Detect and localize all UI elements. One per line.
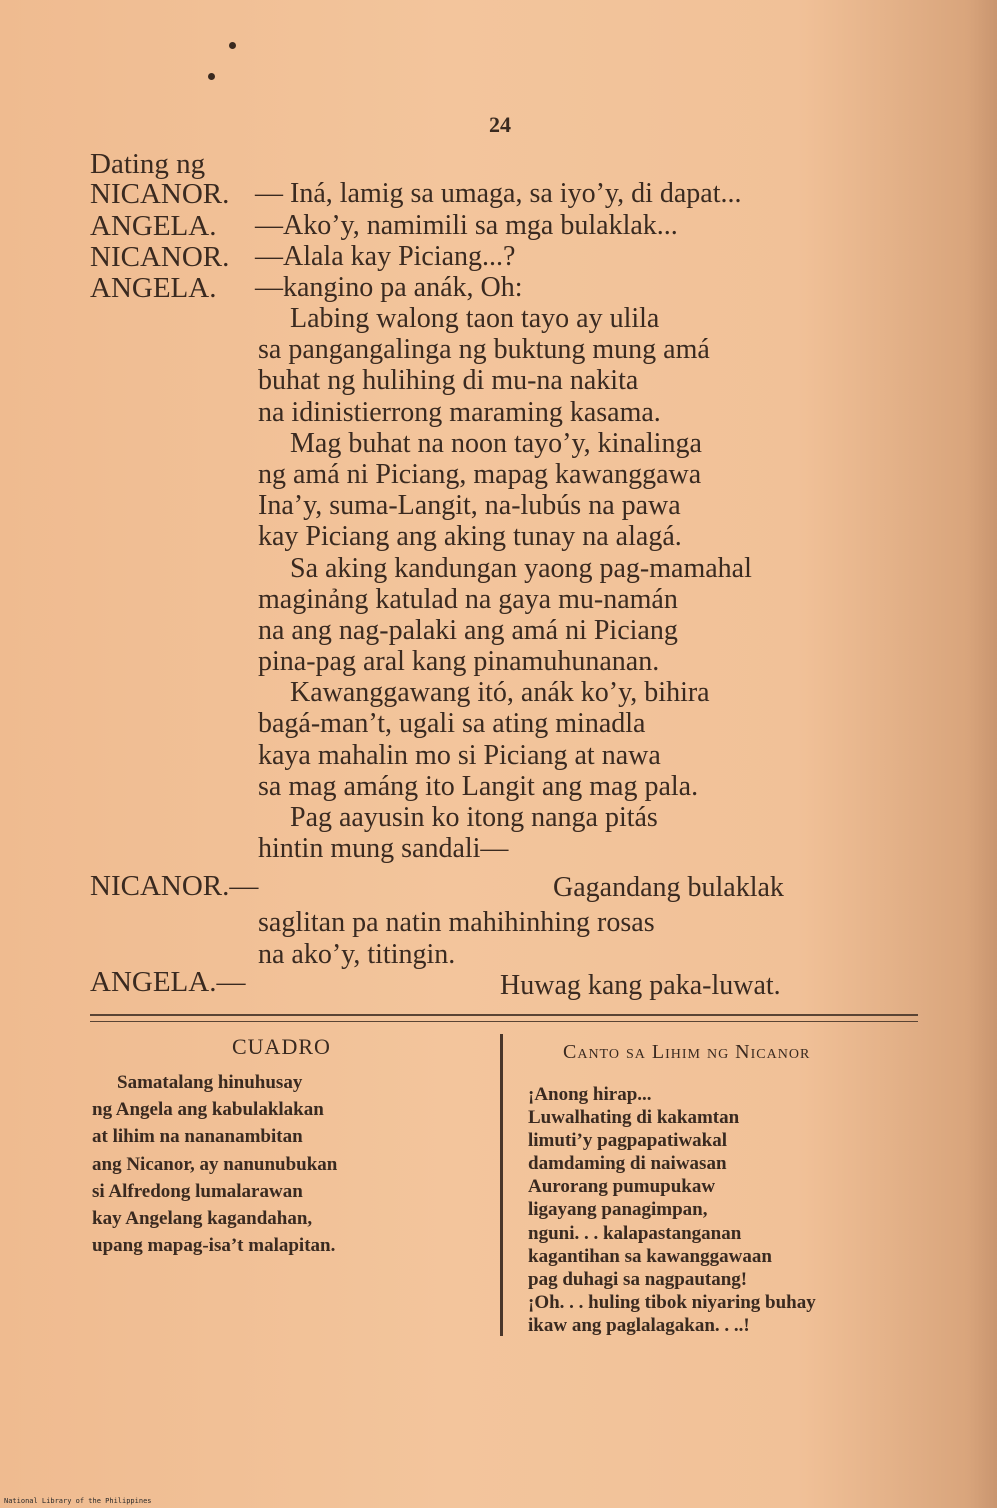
cuadro-line: kay Angelang kagandahan, xyxy=(92,1208,313,1230)
cuadro-line: upang mapag-isa’t malapitan. xyxy=(92,1235,336,1257)
verse-line: Pag aayusin ko itong nanga pitás xyxy=(290,802,658,833)
verse-line: Ina’y, suma-Langit, na-lubús na pawa xyxy=(258,490,681,522)
speaker-label: NICANOR. xyxy=(90,178,230,210)
speaker-label: NICANOR.— xyxy=(90,870,259,902)
dialogue-line: —kangino pa anák, Oh: xyxy=(255,272,523,303)
verse-line: kay Piciang ang aking tunay na alagá. xyxy=(258,521,682,553)
dialogue-line: na ako’y, titingin. xyxy=(258,939,456,970)
canto-line: ikaw ang paglalagakan. . ..! xyxy=(528,1314,750,1336)
canto-line: Luwalhating di kakamtan xyxy=(528,1107,740,1129)
cuadro-line: ng Angela ang kabulaklakan xyxy=(92,1099,324,1121)
verse-line: pina-pag aral kang pinamuhunanan. xyxy=(258,646,660,678)
dialogue-line: saglitan pa natin mahihinhing rosas xyxy=(258,907,655,938)
ink-dot xyxy=(229,42,236,49)
verse-line: Kawanggawang itó, anák ko’y, bihira xyxy=(290,677,710,709)
verse-line: na idinistierrong maraming kasama. xyxy=(258,396,661,428)
speaker-label: ANGELA. xyxy=(90,210,217,242)
canto-line: pag duhagi sa nagpautang! xyxy=(528,1268,748,1290)
page-number: 24 xyxy=(489,112,511,137)
verse-line: sa pangangalinga ng buktung mung amá xyxy=(258,334,710,366)
speaker-label: Dating ng xyxy=(90,148,206,180)
canto-line: nguni. . . kalapastanganan xyxy=(528,1222,742,1244)
speaker-label: ANGELA. xyxy=(90,272,217,304)
canto-heading: Canto sa Lihim ng Nicanor xyxy=(563,1041,811,1063)
verse-line: Labing walong taon tayo ay ulila xyxy=(290,303,660,334)
double-rule-divider xyxy=(90,1014,918,1022)
dialogue-line: —Alala kay Piciang...? xyxy=(255,241,516,272)
column-divider xyxy=(500,1034,503,1336)
cuadro-line: Samatalang hinuhusay xyxy=(117,1072,303,1093)
verse-line: na ang nag-palaki ang amá ni Piciang xyxy=(258,614,678,646)
verse-line: hintin mung sandali— xyxy=(258,833,509,865)
speaker-label: ANGELA.— xyxy=(90,966,246,998)
canto-line: ligayang panagimpan, xyxy=(528,1199,708,1221)
cuadro-line: ang Nicanor, ay nanunubukan xyxy=(92,1153,338,1175)
cuadro-line: si Alfredong lumalarawan xyxy=(92,1180,303,1202)
cuadro-heading: CUADRO xyxy=(232,1034,331,1059)
dialogue-line: — Iná, lamig sa umaga, sa iyo’y, di dapat... xyxy=(255,178,742,209)
canto-line: kagantihan sa kawanggawaan xyxy=(528,1245,772,1267)
canto-line: Aurorang pumupukaw xyxy=(528,1176,716,1198)
speaker-label: NICANOR. xyxy=(90,241,230,273)
canto-line: ¡Oh. . . huling tibok niyaring buhay xyxy=(528,1291,816,1313)
dialogue-line: Huwag kang paka-luwat. xyxy=(500,970,781,1001)
verse-line: sa mag amáng ito Langit ang mag pala. xyxy=(258,770,699,802)
verse-line: Mag buhat na noon tayo’y, kinalinga xyxy=(290,427,702,459)
canto-text xyxy=(528,1083,816,1337)
canto-line: ¡Anong hirap... xyxy=(528,1084,652,1105)
verse-line: buhat ng hulihing di mu-na nakita xyxy=(258,365,639,397)
verse-line: Sa aking kandungan yaong pag-mamahal xyxy=(290,552,752,584)
library-footer: National Library of the Philippines xyxy=(4,1497,152,1505)
verse-line: kaya mahalin mo si Piciang at nawa xyxy=(258,739,661,771)
canto-line: limuti’y pagpapatiwakal xyxy=(528,1130,728,1152)
canto-line: damdaming di naiwasan xyxy=(528,1153,727,1175)
verse-line: ng amá ni Piciang, mapag kawanggawa xyxy=(258,458,702,490)
verse-block xyxy=(258,303,752,864)
cuadro-line: at lihim na nananambitan xyxy=(92,1126,303,1148)
ink-dot xyxy=(208,73,215,80)
dialogue-line: Gagandang bulaklak xyxy=(553,872,784,903)
dialogue-line: —Ako’y, namimili sa mga bulaklak... xyxy=(255,210,678,241)
verse-line: bagá-man’t, ugali sa ating minadla xyxy=(258,708,646,740)
cuadro-text xyxy=(92,1069,337,1259)
verse-line: maginảng katulad na gaya mu-namán xyxy=(258,583,678,615)
